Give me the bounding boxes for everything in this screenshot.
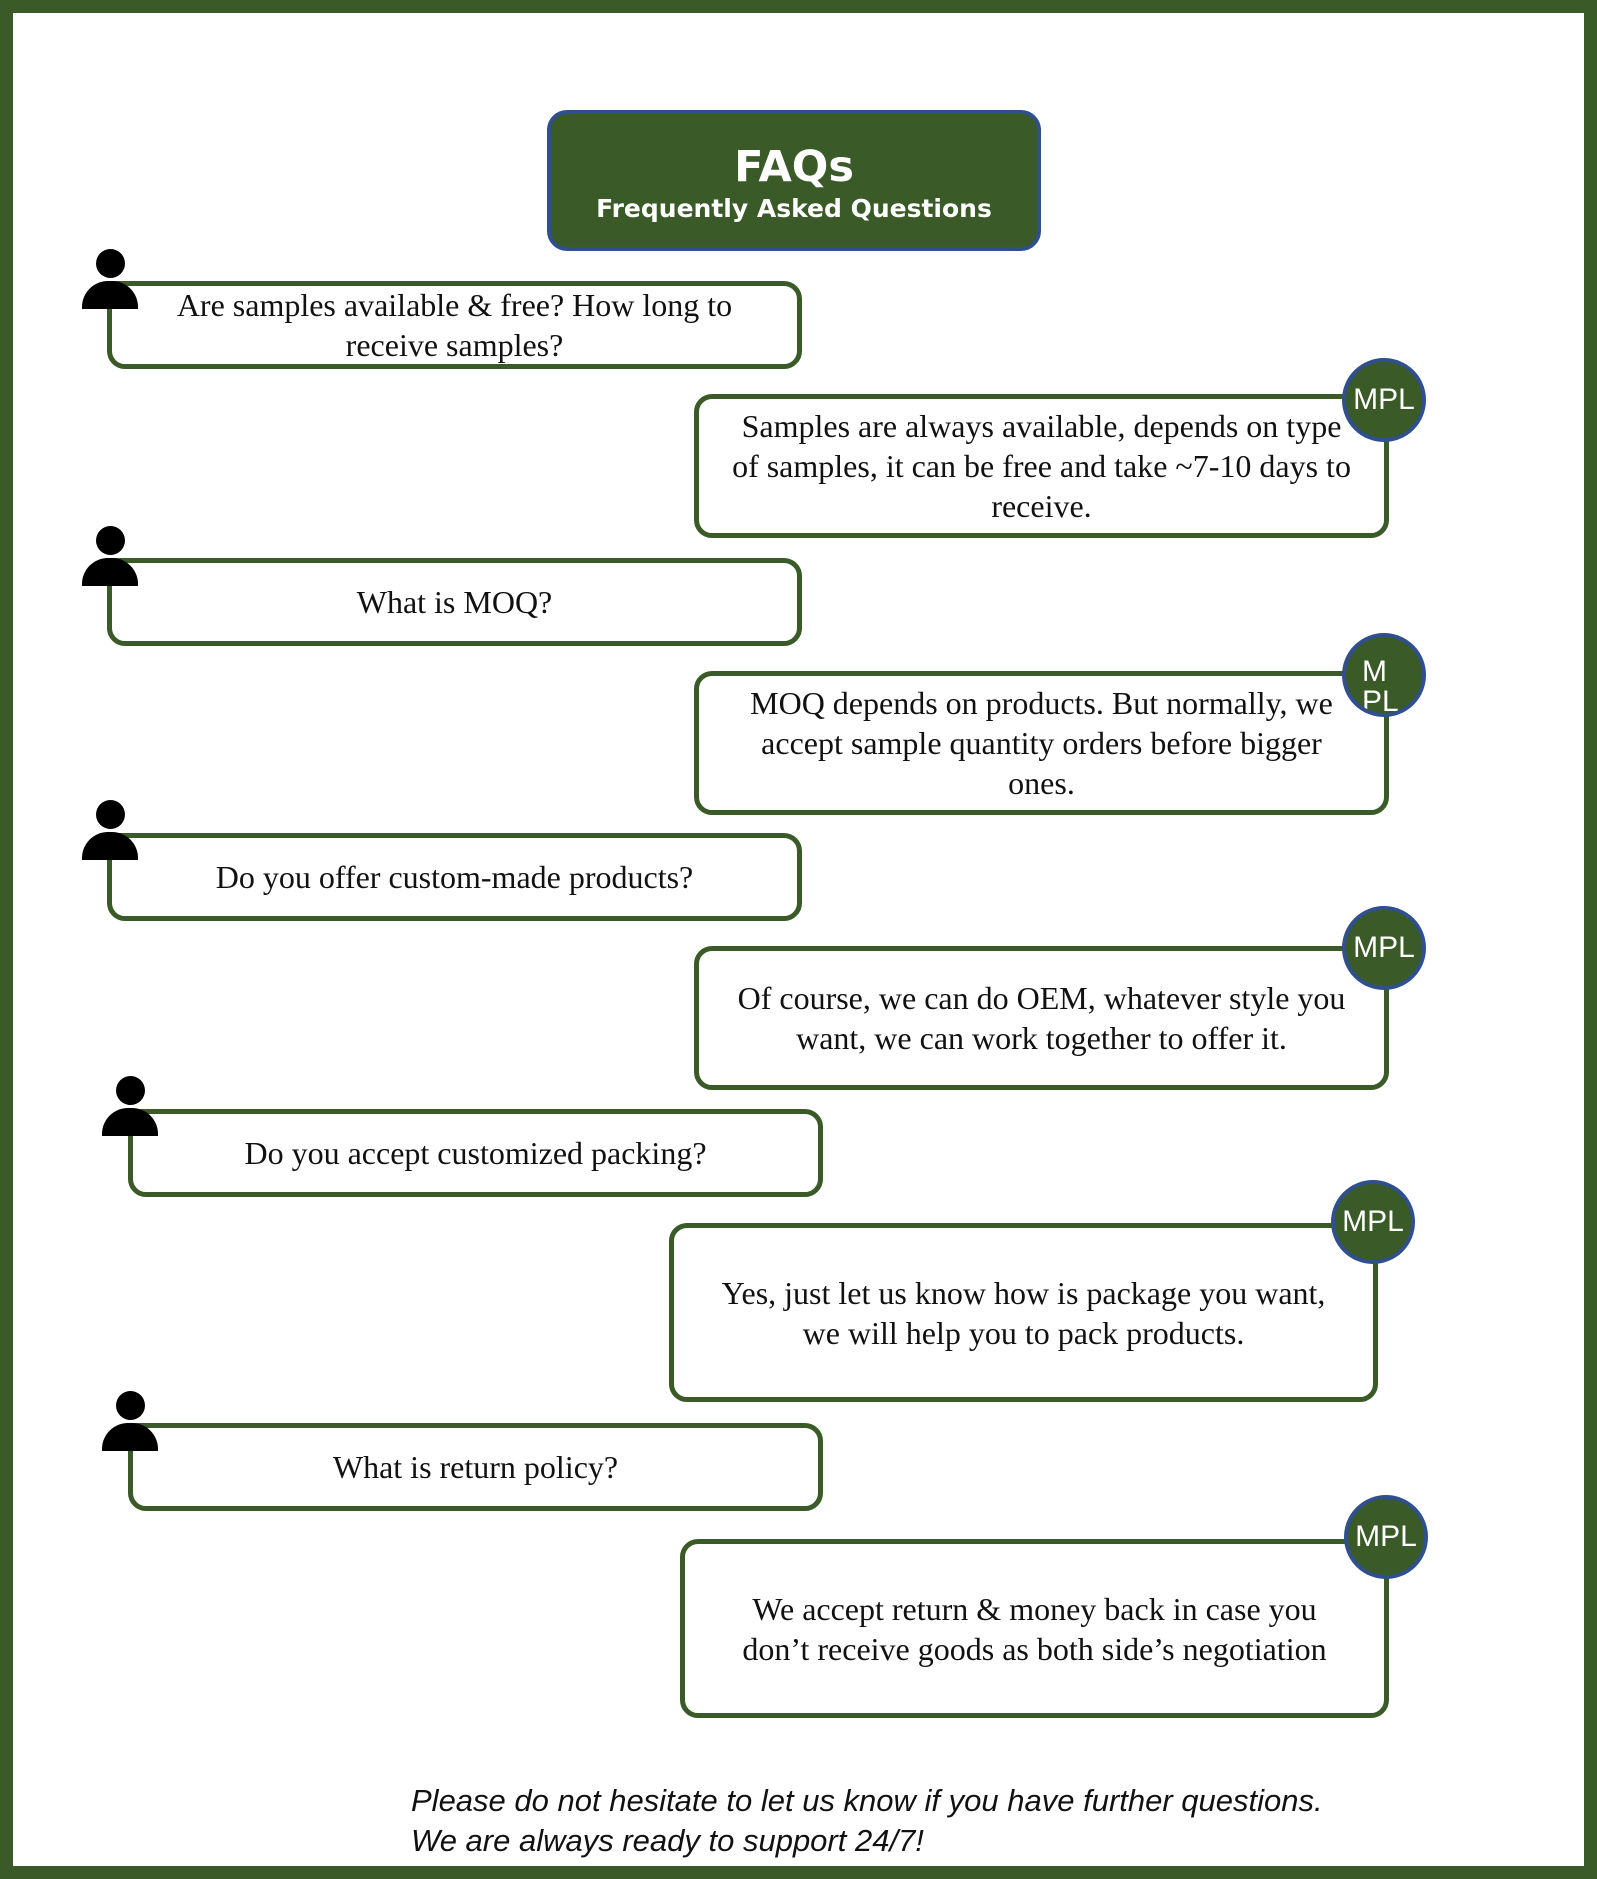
footer-line-1: Please do not hesitate to let us know if you have further questions. [411, 1783, 1323, 1818]
question-bubble [107, 558, 802, 646]
mpl-badge: MPL [1342, 358, 1426, 442]
person-icon [82, 526, 138, 586]
question-bubble [107, 281, 802, 369]
mpl-badge: MPL [1342, 906, 1426, 990]
mpl-badge: MPL [1344, 1495, 1428, 1579]
person-icon [82, 249, 138, 309]
answer-bubble [669, 1223, 1378, 1402]
mpl-badge: MPL [1342, 633, 1426, 717]
mpl-badge: MPL [1331, 1180, 1415, 1264]
question-bubble [107, 833, 802, 921]
question-text: Do you accept customized packing? [244, 1135, 707, 1171]
person-icon [102, 1391, 158, 1451]
footer-line-2: We are always ready to support 24/7! [411, 1823, 924, 1858]
question-bubble [128, 1109, 823, 1197]
question-bubble [128, 1423, 823, 1511]
answer-text: We accept return & money back in case you don’t receive goods as both side’s negotiation [742, 1590, 1327, 1667]
page-subtitle: Frequently Asked Questions [596, 194, 992, 223]
answer-text: MOQ depends on products. But normally, we accept sample quantity orders before bigger ones. [750, 685, 1333, 801]
answer-bubble [680, 1539, 1389, 1718]
answer-text: Samples are always available, depends on type of samples, it can be free and take ~7-10 days to receive. [732, 408, 1351, 524]
question-text: What is return policy? [332, 1449, 619, 1485]
answer-text: Of course, we can do OEM, whatever style you want, we can work together to offer it. [737, 980, 1346, 1056]
page-title: FAQs [734, 142, 854, 192]
person-icon [102, 1076, 158, 1136]
question-text: Do you offer custom-made products? [215, 859, 694, 895]
faq-header [547, 110, 1041, 251]
question-text: What is MOQ? [356, 584, 553, 620]
answer-text: Yes, just let us know how is package you want, we will help you to pack products. [721, 1274, 1326, 1351]
answer-bubble [694, 394, 1389, 538]
answer-bubble [694, 946, 1389, 1090]
question-text: Are samples available & free? How long to receive samples? [176, 287, 733, 363]
answer-bubble [694, 671, 1389, 815]
person-icon [82, 800, 138, 860]
footer-note [411, 1781, 1411, 1861]
